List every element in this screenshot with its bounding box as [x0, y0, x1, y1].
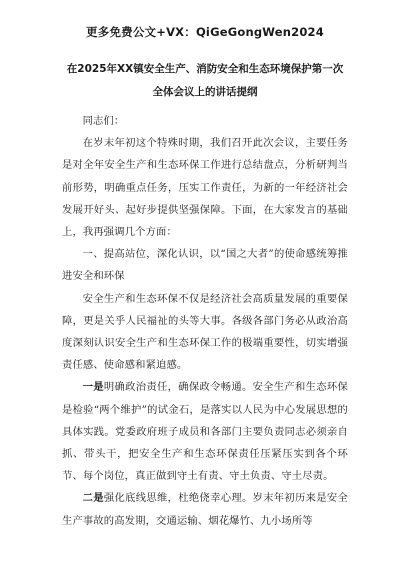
- paragraph-section-1: 安全生产和生态环保不仅是经济社会高质量发展的重要保障，更是关乎人民福祉的头等大事。各级各部门务必从政治高度深刻认识安全生产和生态环保工作的极端重要性，切实增强责任感、使命感和紧迫感。: [62, 292, 348, 372]
- paragraph-intro: 在岁末年初这个特殊时期，我们召开此次会议，主要任务是对全年安全生产和生态环保工作进行总结盘点，分析研判当前形势，明确重点任务，压实工作责任，为新的一年经济社会发展开好头、起好步提供坚强保障。下面，在大家发言的基础上，我再强调几个方面：: [62, 137, 348, 239]
- title-line-1: 在2025年XX镇安全生产、消防安全和生态环境保护第一次: [66, 63, 344, 75]
- salutation: 同志们：: [82, 115, 125, 127]
- point-1-lead: 一是: [82, 381, 104, 394]
- section-heading-1: 一、提高站位，深化认识，以“国之大者”的使命感统筹推进安全和环保: [62, 248, 348, 283]
- promo-header: 更多免费公文+VX：QiGeGongWen2024: [86, 25, 324, 39]
- title-line-2: 全体会议上的讲话提纲: [152, 86, 258, 98]
- point-2-text: 强化底线思维，杜绝侥幸心理。岁末年初历来是安全生产事故的高发期，交通运输、烟花爆竹、九小场所等: [62, 492, 348, 527]
- paragraph-point-1: [62, 376, 348, 487]
- paragraph-point-2: [62, 487, 348, 531]
- point-2-lead: 二是: [82, 492, 104, 505]
- point-1-text: 明确政治责任，确保政令畅通。安全生产和生态环保是检验“两个维护”的试金石，是落实以人民为中心发展思想的具体实践。党委政府班子成员和各部门主要负责同志必须亲自抓、带头干，把安全生产和生态环保责任压紧压实到各个环节、每个岗位，真正做到守土有责、守土负责、守土尽责。: [62, 381, 348, 483]
- document-title: [62, 58, 348, 104]
- document-body: [62, 110, 348, 532]
